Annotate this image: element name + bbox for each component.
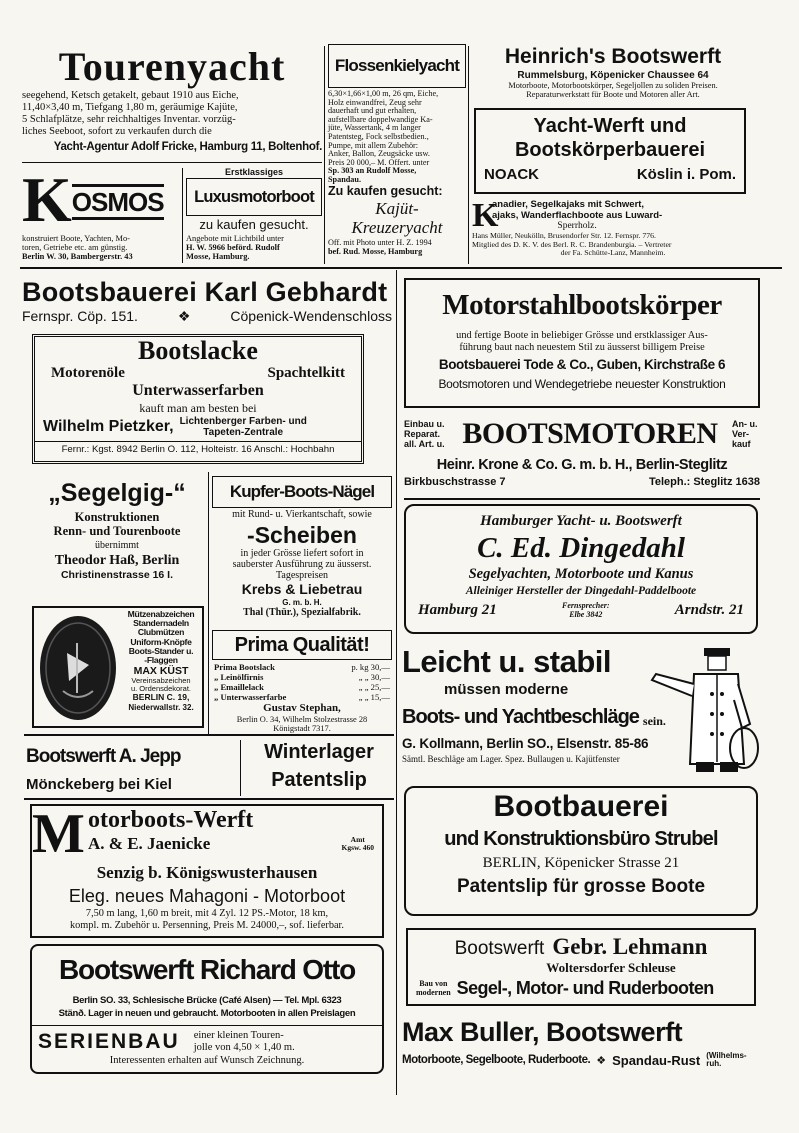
flossenkiel-title: Flossenkielyacht [328,44,466,88]
kuest-text: Standernadeln [133,618,189,629]
buller-place: Spandau-Rust [612,1052,701,1068]
segelgig-text: Konstruktionen [74,510,160,524]
kanadier-text: ajaks, Wanderflachboote aus Luward- [492,209,663,221]
winter-text: Patentslip [271,769,367,791]
krebs-firm: Krebs & Liebetrau [241,581,363,597]
bootslacke-item: Unterwasserfarben [132,382,264,399]
prima-price: „ „ 15,— [358,692,390,702]
jepp-place: Mönckeberg bei Kiel [26,776,172,793]
krebs-ad [212,476,392,626]
krone-firm: Heinr. Krone & Co. G. m. b. H., Berlin-Steglitz [436,457,728,473]
jaenicke-amt: Amt [350,835,365,844]
otto-text: einer kleinen Touren- [193,1030,284,1041]
krone-title: BOOTSMOTOREN [462,417,718,450]
divider [24,734,394,736]
tode-firm: Bootsbauerei Tode & Co., Guben, Kirchstraße 6 [438,357,726,372]
tourenyacht-title: Tourenyacht [58,44,286,89]
kollmann-ad [402,644,758,780]
jaenicke-text: kompl. m. Zubehör u. Persenning, Preis M. 24000,–, sof. lieferbar. [70,919,344,931]
krone-left: all. Art. u. [404,439,445,449]
krebs-text: in jeder Grösse liefert sofort in [240,548,364,559]
sailor-figure-image [638,644,758,774]
luxus-title: Luxusmotorboot [186,178,322,216]
heinrich-ad [472,44,754,104]
prima-item: „ Unterwasserfarbe [214,692,287,702]
gebhardt-separator: ❖ [177,308,191,324]
kuest-city: BERLIN C. 19, [132,692,190,703]
noack-city: Köslin i. Pom. [636,166,736,183]
divider [324,46,325,264]
divider [396,270,397,1095]
flossenkiel-text: Pumpe, mit allem Zubehör: [328,140,419,150]
segelgig-text: übernimmt [95,540,139,551]
kosmos-address: Berlin W. 30, Bambergerstr. 43 [22,252,133,261]
kanadier-letter: K [472,197,499,234]
otto-title: Bootswerft Richard Otto [59,954,355,985]
tourenyacht-text: 5 Schlafplätze, sehr reichhaltiges Inventar. vorzüg- [22,114,236,125]
dingedahl-phone: Elbe 3842 [569,610,603,619]
lehmann-text: Bau von [419,979,448,988]
krebs-place: Thal (Thür.), Spezialfabrik. [243,607,361,618]
kuest-text: u. Ordensdekorat. [130,684,192,694]
luxus-sub: zu kaufen gesucht. [199,217,309,232]
kollmann-text: müssen moderne [444,681,569,698]
badge-emblem-image [37,613,119,723]
jepp-ad [26,738,234,796]
kuest-text: -Flaggen [144,655,178,666]
prima-item: „ Leinölfirnis [214,672,264,682]
jaenicke-offer: Eleg. neues Mahagoni - Motorboot [68,886,346,906]
luxus-text: H. W. 5966 beförd. Rudolf [186,243,280,252]
prima-text: Königstadt 7317. [273,724,331,733]
lehmann-text: modernen [416,988,451,997]
strubel-address: BERLIN, Köpenicker Strasse 21 [482,855,680,871]
kajuet-line1: Zu kaufen gesucht: [328,184,443,198]
noack-line1: Yacht-Werft und [533,115,687,137]
dingedahl-city: Hamburg 21 [418,601,497,618]
tourenyacht-ad [22,44,322,159]
krebs-text: Tagespreisen [275,570,329,581]
kanadier-text: Mitglied des D. K. V. des Berl. R. C. Brandenburgia. – Vertreter [472,239,672,249]
dingedahl-text: Alleiniger Hersteller der Dingedahl-Paddelboote [465,585,697,597]
lehmann-text: Segel-, Motor- und Ruderbooten [456,978,714,998]
bootslacke-item: Spachtelkitt [267,365,345,381]
divider [24,798,394,800]
jepp-title: Bootswerft A. Jepp [26,746,181,767]
lehmann-name: Gebr. Lehmann [552,934,708,959]
dingedahl-text: Hamburger Yacht- u. Bootswerft [480,513,682,529]
prima-item: „ Emaillelack [214,682,264,692]
prima-item: Prima Bootslack [214,662,275,672]
kosmos-rest: OSMOS [72,184,164,220]
bootslacke-title: Bootslacke [138,336,258,365]
kanadier-text: Hans Müller, Neukölln, Brusendorfer Str. 12. Fernspr. 776. [472,231,656,240]
kajuet-text: Off. mit Photo unter H. Z. 1994 [328,238,432,247]
krebs-text: mit Rund- u. Vierkantschaft, sowie [232,509,372,520]
kollmann-sein: sein. [642,714,666,728]
kuest-street: Niederwallstr. 32. [128,702,194,712]
krone-phone: Teleph.: Steglitz 1638 [648,476,760,488]
krone-right: An- u. [732,419,758,429]
prima-price: „ „ 30,— [358,672,390,682]
kosmos-ad [22,166,180,264]
tourenyacht-text: seegehend, Ketsch getakelt, gebaut 1910 aus Eiche, [22,90,239,101]
noack-name: NOACK [484,166,539,183]
flossenkiel-text: Preis 20 000,– M. Offert. unter [328,157,430,167]
flossenkiel-text: Patentsteg, Fock selbstbedien., [328,131,429,141]
heinrich-text: Reparaturwerkstatt für Boote und Motoren aller Art. [526,90,700,99]
dingedahl-phone: Fernsprecher: [562,601,610,610]
bootslacke-firm: Tapeten-Zentrale [203,427,284,438]
buller-ad [402,1012,760,1084]
divider [404,498,760,500]
bootslacke-firm: Lichtenberger Farben- und [179,416,307,427]
otto-ad [30,944,384,1074]
kajuet-ad [328,182,466,264]
buller-text: ruh. [706,1059,722,1068]
kollmann-tagline: Sämtl. Beschläge am Lager. Spez. Bullaugen u. Kajütfenster [402,754,620,764]
dingedahl-text: Segelyachten, Motorboote und Kanus [468,566,694,582]
gebhardt-ad [22,276,392,330]
heinrich-title: Heinrich's Bootswerft [504,45,722,68]
tode-title: Motorstahlbootskörper [442,289,722,321]
gebhardt-place: Cöpenick-Wendenschloss [230,308,392,324]
luxus-text: Mosse, Hamburg. [186,252,250,261]
kuest-ad [32,606,204,728]
bootslacke-ad [32,334,364,464]
tourenyacht-text: 11,40×3,40 m, Tiefgang 1,80 m, geräumige Kajüte, [22,102,238,113]
bootslacke-contact: Fernr.: Kgst. 8942 Berlin O. 112, Holteistr. 16 Anschl.: Hochbahn [35,441,361,458]
strubel-text: und Konstruktionsbüro Strubel [444,828,718,850]
otto-text: jolle von 4,50 × 1,40 m. [193,1042,295,1053]
winter-text: Winterlager [264,741,374,763]
kosmos-letter: K [22,164,72,235]
tode-text: und fertige Boote in beliebiger Grösse und erstklassiger Aus- [456,330,708,341]
kanadier-text: der Fa. Schütte-Lanz, Mannheim. [560,248,666,258]
krone-left: Einbau u. [404,419,445,429]
flossenkiel-text: jüte, Wassertank, 4 m langer [328,123,421,133]
kosmos-text: konstruiert Boote, Yachten, Mo- [22,234,130,243]
tourenyacht-text: liches Seeboot, sofort zu verkaufen durch die [22,126,212,137]
jaenicke-firm: A. & E. Jaenicke [88,834,211,853]
otto-text: Interessenten erhalten auf Wunsch Zeichnung. [109,1055,305,1066]
lehmann-text: Woltersdorfer Schleuse [546,960,676,975]
segelgig-text: Renn- und Tourenboote [53,524,181,538]
krebs-text: sauberster Ausführung zu äusserst. [232,559,372,570]
krebs-big: -Scheiben [247,522,357,548]
flossenkiel-text: dauerhaft und gut erhalten, [328,106,417,116]
otto-text: Stänð. Lager in neuen und gebraucht. Motorbooten in allen Preislagen [32,1007,382,1026]
dingedahl-street: Arndstr. 21 [674,601,744,618]
buller-title: Max Buller, Bootswerft [402,1017,683,1047]
krone-left: Reparat. [404,429,441,439]
buller-separator: ❖ [596,1053,607,1067]
buller-text: Motorboote, Segelboote, Ruderboote. [402,1054,591,1066]
jaenicke-letter: M [32,803,85,865]
lehmann-ad [406,928,756,1006]
flossenkiel-ad [328,44,466,184]
bootslacke-item: Motorenöle [51,365,125,381]
segelgig-ad [26,476,208,588]
krebs-title: Kupfer-Boots-Nägel [212,476,392,508]
lehmann-text: Bootswerft [454,938,545,959]
krone-right: kauf [732,439,751,449]
kajuet-line2: Kajüt- [375,199,419,218]
tode-ad [404,278,760,408]
segelgig-title: „Segelgig-“ [48,479,186,507]
kuest-name: MAX KÜST [133,665,189,678]
tourenyacht-agency: Yacht-Agentur Adolf Fricke, Hamburg 11, Boltenhof. [53,141,322,153]
prima-ad [212,630,392,734]
kuest-text: Uniform-Knöpfe [130,636,192,647]
tode-tagline: Bootsmotoren und Wendegetriebe neuester Konstruktion [438,377,726,391]
jaenicke-amt: Kgsw. 460 [341,843,374,852]
dingedahl-ad [404,504,758,634]
kuest-text: Mützenabzeichen [127,609,195,619]
dingedahl-name: C. Ed. Dingedahl [477,532,685,564]
prima-text: Berlin O. 34, Wilhelm Stolzestrasse 28 [236,715,368,724]
winter-ad [246,738,392,796]
tode-text: führung baut nach neuestem Stil zu äusserst billigem Preise [459,342,705,353]
jaenicke-title: otorboots-Werft [88,807,254,833]
kosmos-text: toren, Getriebe etc. am günstig. [22,243,128,252]
flossenkiel-text: Sp. 303 an Rudolf Mosse, [328,166,417,176]
krone-ad [404,414,760,498]
kollmann-headline: Boots- und Yachtbeschläge [402,706,639,728]
strubel-ad [404,786,758,916]
luxus-small: Erstklassiges [224,167,284,177]
kanadier-ad [472,197,754,264]
prima-price: p. kg 30,— [351,662,390,672]
kuest-text: Clubmützen [137,627,185,638]
krone-street: Birkbuschstrasse 7 [404,476,506,488]
noack-ad [474,108,746,194]
divider [208,472,209,734]
buller-text: (Wilhelms- [706,1051,747,1060]
kajuet-line3: Kreuzeryacht [351,218,443,237]
heinrich-text: Motorboote, Motorbootskörper, Segeljollen zu soliden Preisen. [508,81,718,90]
flossenkiel-text: Spandau. [328,174,362,184]
prima-price: „ „ 25,— [358,682,390,692]
otto-serienbau: SERIENBAU [38,1030,180,1053]
flossenkiel-text: aufstellbare doppelwandige Ka- [328,114,433,124]
prima-name: Gustav Stephan, [263,702,341,714]
luxus-ad [186,166,322,264]
kajuet-text: bef. Rud. Mosse, Hamburg [328,247,423,256]
divider [22,162,322,163]
otto-text: Berlin SO. 33, Schlesische Brücke (Café Alsen) — Tel. Mpl. 6323 [72,995,342,1006]
divider [468,46,469,264]
gebhardt-phone: Fernspr. Cöp. 151. [22,308,138,324]
divider [20,267,782,269]
kuest-text: Vereinsabzeichen [131,676,191,686]
segelgig-street: Christinenstrasse 16 I. [60,569,174,581]
noack-line2: Bootskörperbauerei [514,139,706,161]
krebs-gmbh: G. m. b. H. [282,598,322,607]
bootslacke-name: Wilhelm Pietzker, [43,418,174,435]
krone-right: Ver- [732,429,750,439]
segelgig-name: Theodor Haß, Berlin [54,553,180,568]
flossenkiel-text: 6,30×1,66×1,00 m, 26 qm, Eiche, [328,89,439,98]
jaenicke-ad [30,804,384,938]
flossenkiel-text: Holz einwandfrei, Zeug sehr [328,97,422,107]
jaenicke-place: Senzig b. Königswusterhausen [96,863,318,882]
strubel-text: Patentslip für grosse Boote [456,876,706,897]
flossenkiel-text: Anker, Ballon, Zeugsäcke usw. [328,149,430,159]
bootslacke-text: kauft man am besten bei [139,401,257,415]
strubel-title: Bootbauerei [493,790,669,823]
kollmann-firm: G. Kollmann, Berlin SO., Elsenstr. 85-86 [402,736,649,751]
kuest-text: Boots-Stander u. [128,645,194,656]
heinrich-address: Rummelsburg, Köpenicker Chaussee 64 [517,70,709,81]
prima-title: Prima Qualität! [212,630,392,660]
divider [182,168,183,263]
kanadier-text: Sperrholz. [557,221,597,231]
kanadier-text: anadier, Segelkajaks mit Schwert, [492,199,645,210]
luxus-text: Angebote mit Lichtbild unter [186,234,284,243]
jaenicke-text: 7,50 m lang, 1,60 m breit, mit 4 Zyl. 12 PS.-Motor, 18 km, [85,908,329,919]
kollmann-text: Leicht u. stabil [402,644,612,679]
gebhardt-title: Bootsbauerei Karl Gebhardt [22,277,388,307]
divider [240,740,241,796]
